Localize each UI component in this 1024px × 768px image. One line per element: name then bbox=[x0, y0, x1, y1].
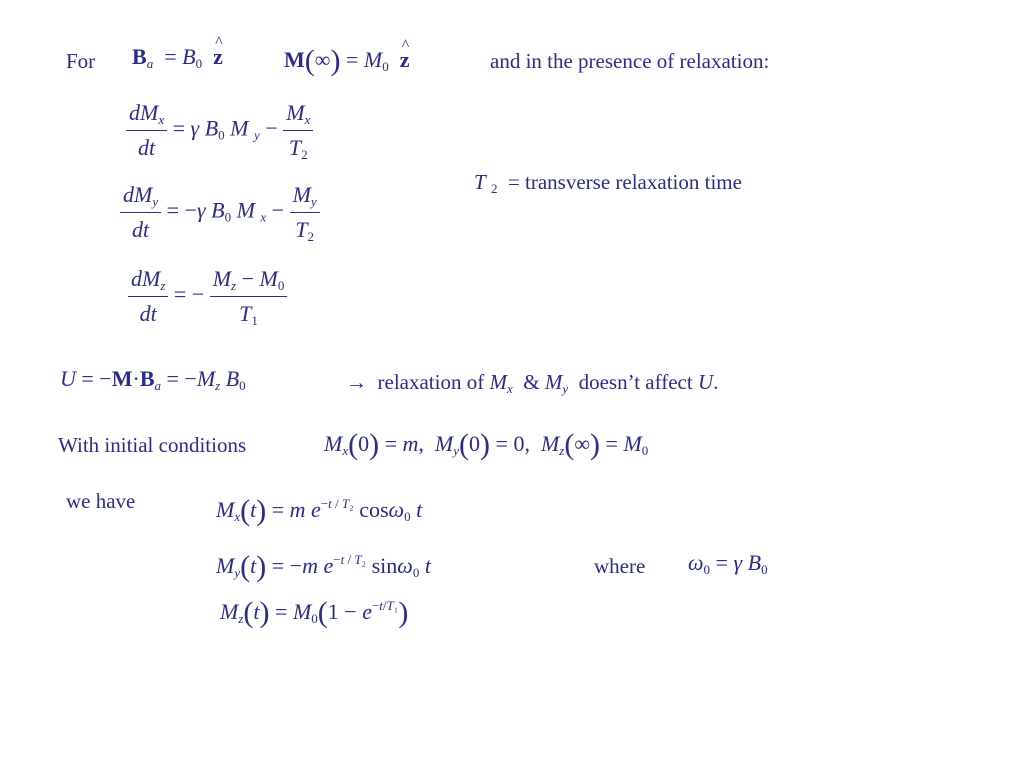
relaxation-note-text-1: relaxation of bbox=[377, 370, 485, 394]
equation-energy: $U = -M\cdot B_a = -M_z$ $B_0$ bbox=[60, 366, 246, 393]
equation-field-def: $B_a = B_0$ ^ z bbox=[132, 46, 223, 68]
relaxation-intro: and in the presence of relaxation: bbox=[490, 49, 770, 73]
for-label: For bbox=[66, 49, 96, 73]
where-label: where bbox=[594, 554, 646, 578]
equation-magnetization-infinity: $M(\infty) = M_0$ ^ z bbox=[284, 46, 409, 76]
t2-definition: T $_2$ = transverse relaxation time bbox=[474, 170, 742, 196]
relaxation-note-text-2: doesn’t affect bbox=[578, 370, 693, 394]
equation-dmz-dt: $\frac{dM_z}{dt}$ = − $\frac{M_z - M_0}{T_1}$ bbox=[128, 268, 287, 325]
we-have-label: we have bbox=[66, 489, 136, 513]
relaxation-note: → relaxation of $M_x$ & $M_y$ doesn’t affect U. bbox=[346, 370, 719, 396]
initial-conditions: $M_x(0) = m$, $M_y(0) = 0$, $M_z(\infty) = M_0$ bbox=[324, 428, 649, 461]
t2-definition-text: = transverse relaxation time bbox=[507, 170, 742, 194]
equation-dmx-dt: $\frac{dM_x}{dt}$ = γ $B_0$ M $_y$ − $\frac{M_x}{T_2}$ bbox=[126, 102, 313, 159]
ampersand: & bbox=[523, 370, 540, 394]
initial-conditions-label: With initial conditions bbox=[58, 433, 247, 457]
solution-mz: $M_z(t) = M_0(1 - e^{-t/T_1})$ bbox=[220, 596, 409, 629]
larmor-frequency: $\omega_0 = \gamma$ $B_0$ bbox=[688, 550, 768, 577]
solution-mx: $M_x(t) = m$ $e^{-t / T_2}$ cosω$_0$ t bbox=[216, 494, 423, 527]
equation-dmy-dt: $\frac{dM_y}{dt}$ = −γ $B_0$ M $_x$ − $\frac{M_y}{T_2}$ bbox=[120, 184, 320, 241]
solution-my: $M_y(t) = -m$ $e^{-t / T_2}$ sinω$_0$ t bbox=[216, 550, 431, 583]
